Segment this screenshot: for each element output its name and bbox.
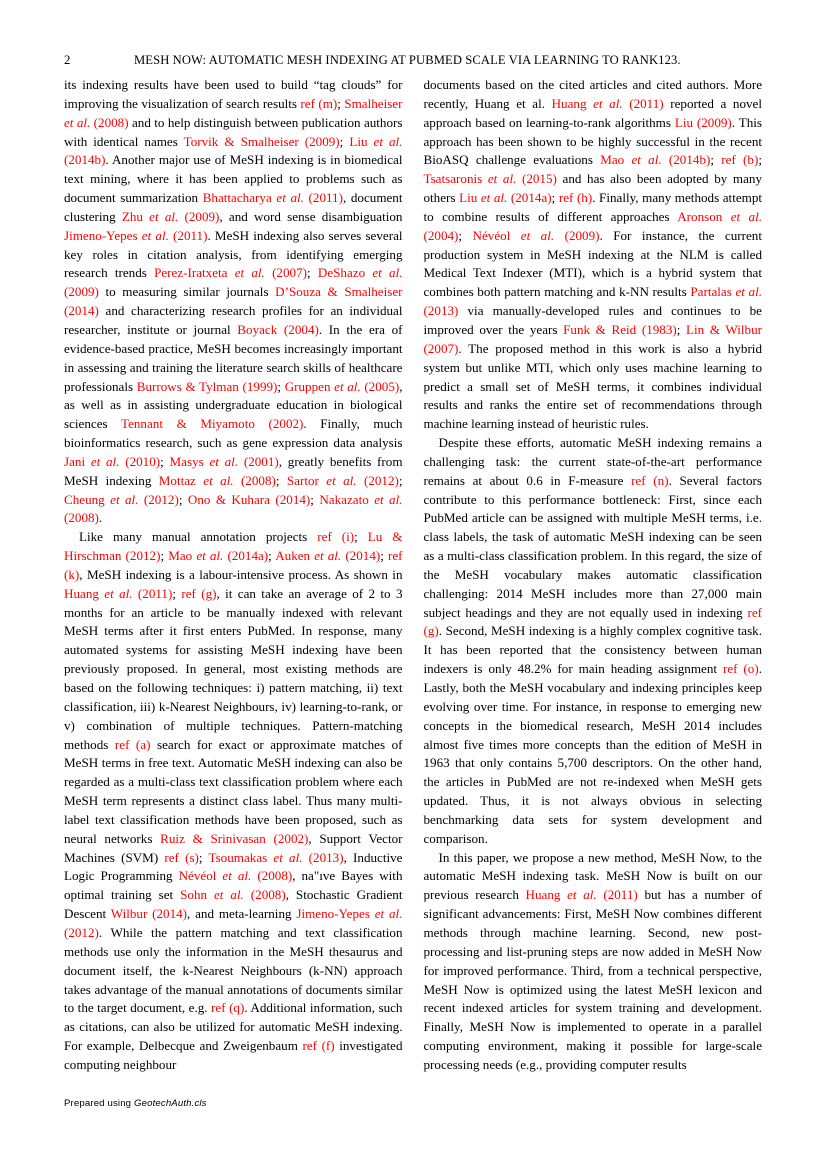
citation-link[interactable]: Lu & Hirschman (2012): [64, 529, 403, 564]
citation-link[interactable]: Lin & Wilbur (2007): [423, 321, 762, 356]
page-number: 2: [64, 53, 71, 67]
paragraph-despite-efforts: Despite these efforts, automatic MeSH indexing remains a challenging task: the current state-of-the-art performance remains at about 0.6 in F-measure ref (n). Several factors contribute to this performance bottleneck: First, since each PubMed article can be assigned with multiple MeSH terms, i.e. class labels, the task of automatic MeSH indexing can be seen as a multi-class classification problem. In this regard, the size of the MeSH vocabulary makes automatic classification challenging: 2014 MeSH includes more than 27,000 main subject headings and they are not equally used in indexing ref (g). Second, MeSH indexing is a highly complex cognitive task. It has been reported that the consistency between human indexers is only 48.2% for main heading assignment ref (o). Lastly, both the MeSH vocabulary and indexing principles keep evolving over time. For instance, in response to emerging new concepts in the biomedical research, MeSH 2014 includes almost five times more concepts than the edition of MeSH in 1963 that only contains 5,700 descriptors. On the other hand, the articles in PubMed are not re-indexed when MeSH gets updated. Thus, it is not always obvious in selecting benchmarking data sets for system development and comparison.: [423, 435, 762, 846]
citation-link[interactable]: Tennant & Miyamoto (2002): [120, 416, 304, 432]
footer-prefix: Prepared using: [64, 1098, 134, 1109]
citation-link[interactable]: Liu (2009): [674, 114, 732, 130]
citation-link[interactable]: ref (o): [722, 661, 759, 677]
page-footer: [64, 1098, 764, 1109]
citation-link[interactable]: Auken et al. (2014): [275, 548, 381, 564]
citation-link[interactable]: ref (s): [164, 849, 199, 865]
citation-link[interactable]: DeShazo et al. (2009): [64, 265, 403, 300]
citation-link[interactable]: Aronson et al. (2004): [423, 208, 762, 243]
citation-link[interactable]: ref (i): [317, 529, 355, 545]
citation-link[interactable]: Boyack (2004): [237, 321, 319, 337]
citation-link[interactable]: Jimeno-Yepes et al. (2011): [64, 227, 208, 243]
citation-link[interactable]: ref (q): [211, 1000, 245, 1016]
citation-link[interactable]: Huang et al. (2011): [525, 887, 638, 903]
citation-link[interactable]: Burrows & Tylman (1999): [136, 378, 278, 394]
citation-link[interactable]: Mao et al. (2014b): [600, 152, 711, 168]
citation-link[interactable]: ref (m): [300, 95, 338, 111]
running-head-title: MESH NOW: AUTOMATIC MESH INDEXING AT PUBMED SCALE VIA LEARNING TO RANK123.: [134, 53, 681, 67]
citation-link[interactable]: Sohn et al. (2008): [180, 887, 286, 903]
citation-link[interactable]: ref (g): [423, 604, 762, 639]
paragraph-cited-articles: documents based on the cited articles and cited authors. More recently, Huang et al. Huang et al. (2011) reported a novel approach based on learning-to-rank algorithms Liu (2009). This approach has been shown to be highly successful in the recent BioASQ challenge evaluations Mao et al. (2014b); ref (b); Tsatsaronis et al. (2015) and has also been adopted by many others Liu et al. (2014a); ref (h). Finally, many methods attempt to combine results of different approaches Aronson et al. (2004); Névéol et al. (2009). For instance, the current production system in MeSH indexing at the NLM is called Medical Text Indexer (MTI), which is a hybrid system that combines both pattern matching and k-NN results Partalas et al. (2013) via manually-developed rules and continues to be improved over the years Funk & Reid (1983); Lin & Wilbur (2007). The proposed method in this work is also a hybrid system but unlike MTI, which only uses machine learning to predict a small set of MeSH terms, it combines individual results and ranks the entire set of recommendations through machine learning instead of heuristic rules.: [423, 77, 763, 432]
citation-link[interactable]: Wilbur (2014): [110, 906, 188, 922]
citation-link[interactable]: Cheung et al. (2012): [64, 491, 179, 507]
citation-link[interactable]: ref (a): [114, 736, 151, 752]
right-column: [424, 76, 763, 1076]
citation-link[interactable]: Sartor et al. (2012): [286, 472, 399, 488]
citation-link[interactable]: ref (b): [721, 152, 759, 168]
citation-link[interactable]: Nakazato et al. (2008): [64, 491, 403, 526]
citation-link[interactable]: ref (f): [302, 1038, 335, 1054]
footer-class-file: GeotechAuth.cls: [133, 1098, 207, 1109]
citation-link[interactable]: Gruppen et al. (2005): [284, 378, 400, 394]
citation-link[interactable]: Ruiz & Srinivasan (2002): [160, 830, 309, 846]
citation-link[interactable]: ref (k): [64, 548, 403, 582]
running-head: [64, 50, 764, 70]
citation-link[interactable]: Bhattacharya et al. (2011): [202, 190, 343, 206]
citation-link[interactable]: Jani et al. (2010): [64, 453, 161, 469]
citation-link[interactable]: Tsatsaronis et al. (2015): [423, 171, 557, 187]
citation-link[interactable]: Funk & Reid (1983): [563, 321, 677, 337]
citation-link[interactable]: D’Souza & Smalheiser (2014): [64, 284, 403, 319]
citation-link[interactable]: Liu et al. (2014a): [459, 190, 552, 206]
citation-link[interactable]: Liu et al. (2014b): [64, 133, 403, 168]
citation-link[interactable]: Zhu et al. (2009): [121, 208, 220, 224]
paragraph-this-paper: In this paper, we propose a new method, MeSH Now, to the automatic MeSH indexing task. MeSH Now is built on our previous research Huang et al. (2011) but has a number of significant advancements: First, MeSH Now combines different methods through machine learning. Second, new post-processing and list-pruning steps are now added in MeSH Now for improved performance. Third, from a technical perspective, MeSH Now is optimized using the latest MeSH lexicon and recent indexed articles for system training and development. Finally, MeSH Now is implemented to operate in a parallel computing environment, making it possible for large-scale processing needs (e.g., providing computer results: [423, 849, 762, 1072]
citation-link[interactable]: Tsoumakas et al. (2013): [208, 849, 344, 865]
citation-link[interactable]: Huang et al. (2011): [551, 95, 664, 111]
paragraph-manual-annotation: Like many manual annotation projects ref (i); Lu & Hirschman (2012); Mao et al. (2014a); Auken et al. (2014); ref (k), MeSH indexing is a labour-intensive process. As shown in Huang et al. (2011); ref (g), it can take an average of 2 to 3 months for an article to be manually indexed with relevant MeSH terms after it first enters PubMed. In response, many automated systems for assisting MeSH indexing have been previously proposed. In general, most existing methods are based on the following techniques: i) pattern matching, ii) text classification, iii) k-Nearest Neighbours, iv) learning-to-rank, or v) combination of multiple techniques. Pattern-matching methods ref (a) search for exact or approximate matches of MeSH terms in free text. Automatic MeSH indexing can also be regarded as a multi-class text classification problem where each MeSH term represents a distinct class label. Thus many multi-label text classification methods have been proposed, such as neural networks Ruiz & Srinivasan (2002), Support Vector Machines (SVM) ref (s); Tsoumakas et al. (2013), Inductive Logic Programming Névéol et al. (2008), na"ıve Bayes with optimal training set Sohn et al. (2008), Stochastic Gradient Descent Wilbur (2014), and meta-learning Jimeno-Yepes et al. (2012). While the pattern matching and text classification methods use only the information in the MeSH thesaurus and document itself, the k-Nearest Neighbours (k-NN) approach takes advantage of the manual annotations of documents similar to the target document, e.g. ref (q). Additional information, such as citations, can also be utilized for automatic MeSH indexing. For example, Delbecque and Zweigenbaum ref (f) investigated computing neighbour: [64, 529, 403, 1072]
citation-link[interactable]: Smalheiser et al. (2008): [64, 95, 403, 130]
citation-link[interactable]: Mottaz et al. (2008): [158, 472, 276, 488]
citation-link[interactable]: Masys et al. (2001): [169, 453, 279, 469]
citation-link[interactable]: ref (g): [181, 585, 217, 601]
citation-link[interactable]: Névéol et al. (2008): [178, 868, 293, 884]
citation-link[interactable]: Ono & Kuhara (2014): [187, 491, 311, 507]
paragraph-indexing-uses: its indexing results have been used to build “tag clouds” for improving the visualization of search results ref (m); Smalheiser et al. (2008) and to help distinguish between publication authors with identical names Torvik & Smalheiser (2009); Liu et al. (2014b). Another major use of MeSH indexing is in biomedical text mining, where it has been applied to problems such as document summarization Bhattacharya et al. (2011), document clustering Zhu et al. (2009), and word sense disambiguation Jimeno-Yepes et al. (2011). MeSH indexing also serves several key roles in citation analysis, from identifying emerging research trends Perez-Iratxeta et al. (2007); DeShazo et al. (2009) to measuring similar journals D’Souza & Smalheiser (2014) and characterizing research profiles for an individual researcher, institute or journal Boyack (2004). In the era of evidence-based practice, MeSH becomes increasingly important in assessing and training the literature search skills of healthcare professionals Burrows & Tylman (1999); Gruppen et al. (2005), as well as in assisting undergraduate education in biological sciences Tennant & Miyamoto (2002). Finally, much bioinformatics research, such as gene expression data analysis Jani et al. (2010); Masys et al. (2001), greatly benefits from MeSH indexing Mottaz et al. (2008); Sartor et al. (2012); Cheung et al. (2012); Ono & Kuhara (2014); Nakazato et al. (2008).: [64, 77, 403, 526]
citation-link[interactable]: Perez-Iratxeta et al. (2007): [154, 265, 307, 281]
left-column: [64, 76, 403, 1076]
citation-link[interactable]: Torvik & Smalheiser (2009): [183, 133, 340, 149]
body-columns: [64, 76, 762, 1076]
citation-link[interactable]: ref (h): [558, 190, 593, 206]
citation-link[interactable]: Névéol et al. (2009): [472, 227, 600, 243]
citation-link[interactable]: Jimeno-Yepes et al. (2012): [64, 906, 403, 940]
citation-link[interactable]: ref (n): [631, 472, 669, 488]
citation-link[interactable]: Huang et al. (2011): [64, 585, 173, 601]
citation-link[interactable]: Mao et al. (2014a): [168, 548, 269, 564]
citation-link[interactable]: Partalas et al. (2013): [423, 284, 762, 319]
